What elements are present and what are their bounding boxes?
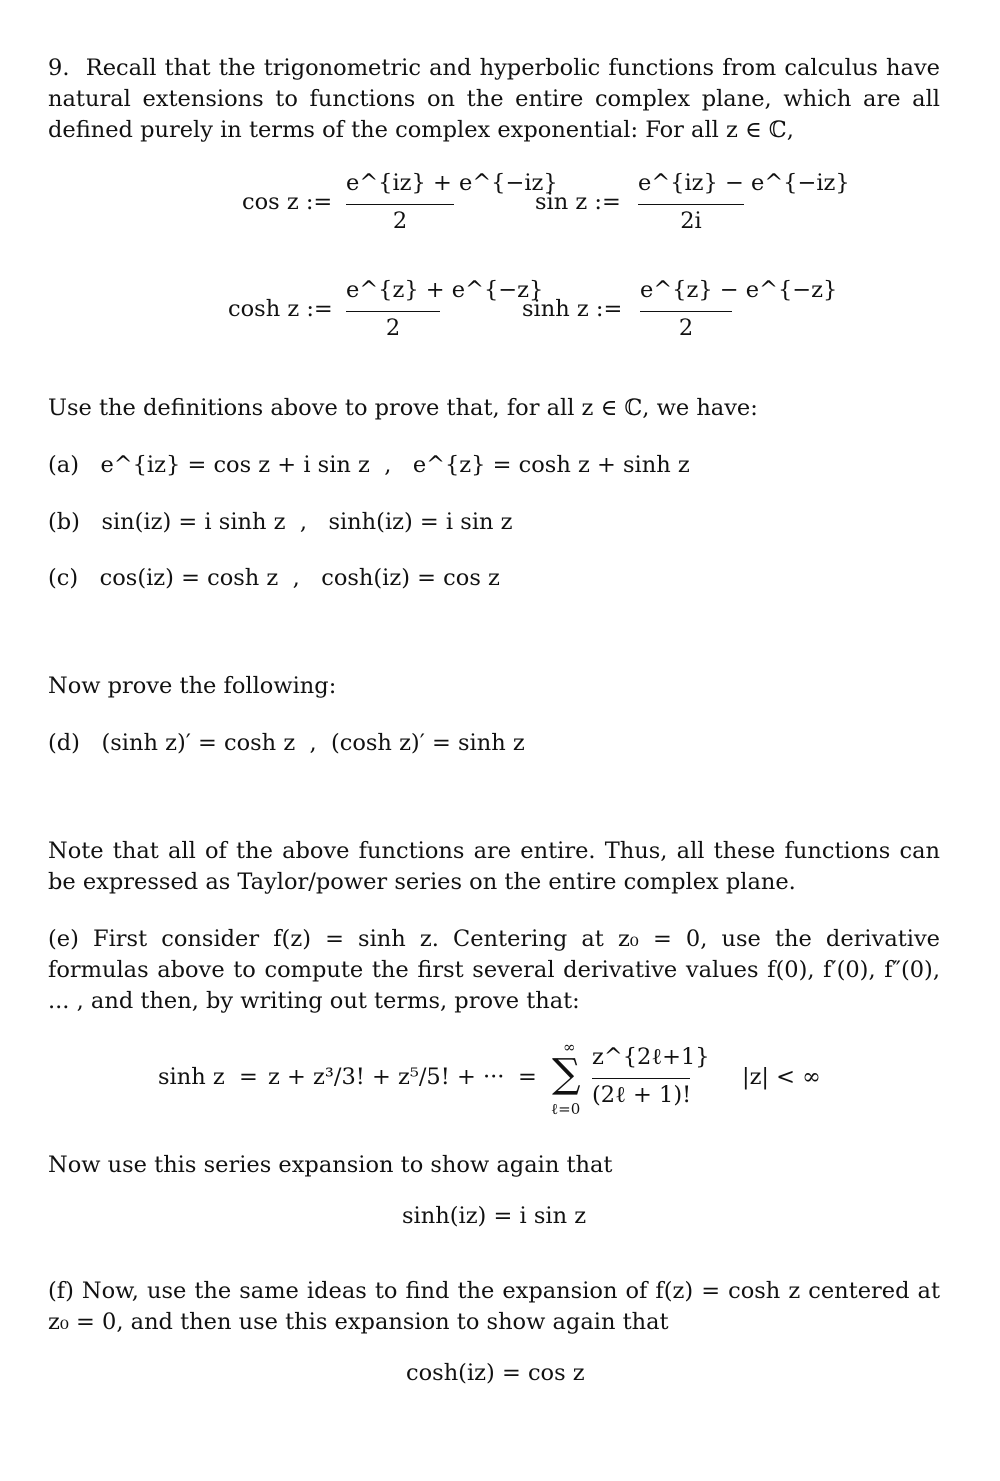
problem-intro [48, 53, 940, 146]
use-series-text: Now use this series expansion to show again that [48, 1152, 613, 1178]
series-terms: z + z³/3! + z⁵/5! + ··· [268, 1064, 505, 1090]
part-d-right: (cosh z)′ = sinh z [330, 730, 525, 756]
part-f-result: cosh(iz) = cos z [406, 1360, 585, 1386]
sin-def-lhs: sin z := [535, 189, 621, 215]
series-equals: = [518, 1064, 537, 1090]
sinh-def-den: 2 [678, 315, 694, 341]
part-c: (c) cos(iz) = cosh z , cosh(iz) = cos z [48, 565, 500, 591]
series-domain: |z| < ∞ [742, 1064, 821, 1090]
part-b-right: sinh(iz) = i sin z [328, 509, 513, 535]
part-d-left: (sinh z)′ = cosh z [101, 730, 296, 756]
problem-number: 9. [48, 55, 70, 81]
part-d-label: (d) [48, 730, 80, 756]
sin-def-num: e^{iz} − e^{−iz} [638, 170, 850, 196]
part-b-left: sin(iz) = i sinh z [101, 509, 286, 535]
part-a: (a) e^{iz} = cos z + i sin z , e^{z} = cosh z + sinh z [48, 452, 690, 478]
sum-lower-limit: ℓ=0 [551, 1100, 581, 1118]
part-a-right: e^{z} = cosh z + sinh z [412, 452, 690, 478]
prove-intro: Use the definitions above to prove that, for all z ∈ ℂ, we have: [48, 395, 758, 421]
intro-text: Recall that the trigonometric and hyperbolic functions from calculus have natural extensions to functions on the entire complex plane, which are all defined purely in terms of the complex exponential: For all z ∈ ℂ, [48, 55, 940, 143]
sinh-def-num: e^{z} − e^{−z} [640, 277, 838, 303]
part-e-result: sinh(iz) = i sin z [402, 1203, 587, 1229]
series-lhs-text: sinh z [158, 1064, 225, 1090]
cos-def-lhs: cos z := [242, 189, 333, 215]
sinh-def-lhs: sinh z := [522, 296, 623, 322]
part-c-right: cosh(iz) = cos z [321, 565, 500, 591]
cosh-def-num: e^{z} + e^{−z} [346, 277, 544, 303]
sin-def-den: 2i [680, 208, 702, 234]
part-d: (d) (sinh z)′ = cosh z , (cosh z)′ = sinh z [48, 730, 525, 756]
summation-sign: ∑ [552, 1051, 581, 1097]
part-e-text: (e) First consider f(z) = sinh z. Centering at z₀ = 0, use the derivative formulas above to compute the first several derivative values f(0), f′(0), f″(0), ... , and then, by writing out terms, prove that: [48, 926, 940, 1014]
cosh-def-lhs: cosh z := [228, 296, 333, 322]
cos-def-den: 2 [392, 208, 408, 234]
part-c-label: (c) [48, 565, 79, 591]
sum-num: z^{2ℓ+1} [592, 1044, 710, 1070]
now-prove: Now prove the following: [48, 673, 337, 699]
cos-def-num: e^{iz} + e^{−iz} [346, 170, 558, 196]
sum-upper-limit: ∞ [563, 1038, 576, 1056]
sum-den: (2ℓ + 1)! [592, 1082, 692, 1108]
note-paragraph: Note that all of the above functions are entire. Thus, all these functions can be expressed as Taylor/power series on the entire complex plane. [48, 838, 940, 895]
part-a-label: (a) [48, 452, 79, 478]
part-b: (b) sin(iz) = i sinh z , sinh(iz) = i sin z [48, 509, 513, 535]
part-a-left: e^{iz} = cos z + i sin z [100, 452, 370, 478]
series-lhs: sinh z = [158, 1064, 258, 1090]
part-f-text: (f) Now, use the same ideas to find the expansion of f(z) = cosh z centered at z₀ = 0, and then use this expansion to show again that [48, 1278, 940, 1335]
cosh-def-den: 2 [385, 315, 401, 341]
part-c-left: cos(iz) = cosh z [99, 565, 279, 591]
part-b-label: (b) [48, 509, 80, 535]
